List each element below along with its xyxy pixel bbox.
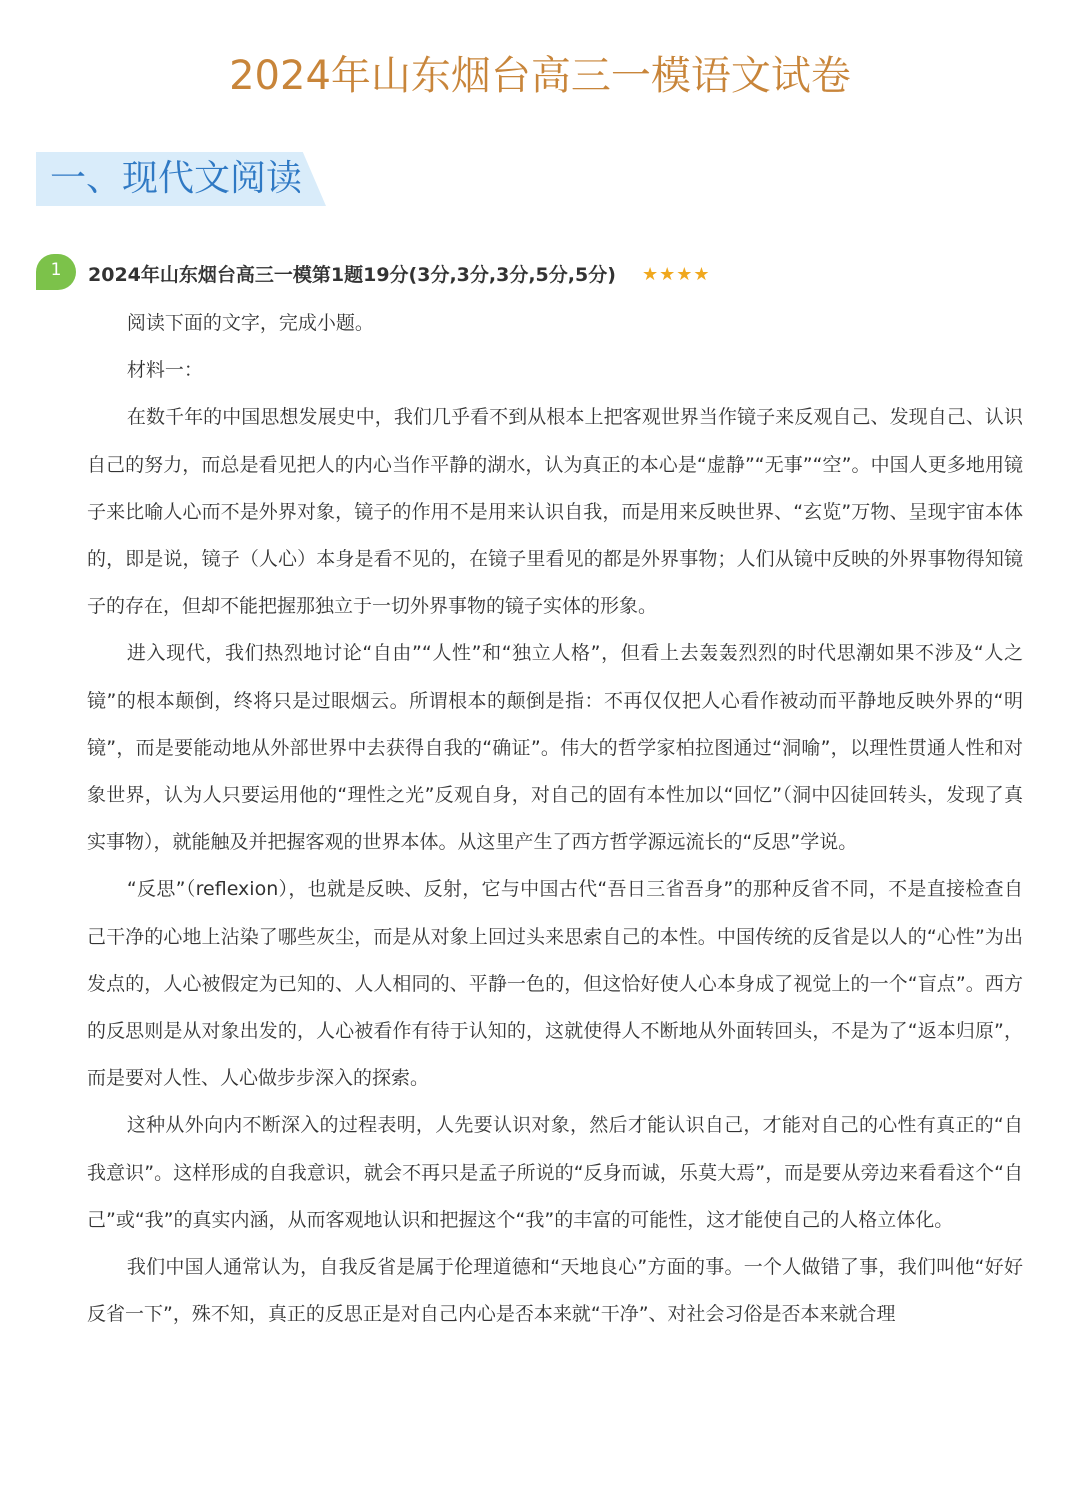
passage-paragraph: 进入现代，我们热烈地讨论“自由”“人性”和“独立人格”，但看上去轰轰烈烈的时代思潮如果不涉及“人之镜”的根本颠倒，终将只是过眼烟云。所谓根本的颠倒是指：不再仅仅把人心看作被动而平静地反映外界的“明镜”，而是要能动地从外部世界中去获得自我的“确证”。伟大的哲学家柏拉图通过“洞喻”，以理性贯通人性和对象世界，认为人只要运用他的“理性之光”反观自身，对自己的固有本性加以“回忆”（洞中囚徒回转头，发现了真实事物），就能触及并把握客观的世界本体。从这里产生了西方哲学源远流长的“反思”学说。 — [87, 642, 1023, 854]
passage-paragraph: “反思”（reflexion），也就是反映、反射，它与中国古代“吾日三省吾身”的那种反省不同，不是直接检查自己干净的心地上沾染了哪些灰尘，而是从对象上回过头来思索自己的本性。中国传统的反省是以人的“心性”为出发点的，人心被假定为已知的、人人相同的、平静一色的，但这恰好使人心本身成了视觉上的一个“盲点”。西方的反思则是从对象出发的，人心被看作有待于认知的，这就使得人不断地从外面转回头，不是为了“返本归原”，而是要对人性、人心做步步深入的探索。 — [87, 878, 1023, 1090]
passage-paragraph: 这种从外向内不断深入的过程表明，人先要认识对象，然后才能认识自己，才能对自己的心性有真正的“自我意识”。这样形成的自我意识，就会不再只是孟子所说的“反身而诚，乐莫大焉”，而是要从旁边来看看这个“自己”或“我”的真实内涵，从而客观地认识和把握这个“我”的丰富的可能性，这才能使自己的人格立体化。 — [87, 1114, 1023, 1231]
material-label: 材料一： — [126, 359, 203, 382]
question-heading: 2024年山东烟台高三一模第1题19分(3分,3分,3分,5分,5分) — [88, 264, 616, 286]
page-title: 2024年山东烟台高三一模语文试卷 — [229, 53, 851, 99]
instruction-paragraph: 阅读下面的文字，完成小题。 — [126, 312, 374, 334]
question-number: 1 — [50, 260, 62, 280]
section-title: 一、现代文阅读 — [50, 158, 303, 199]
question-number-badge — [36, 254, 76, 290]
difficulty-stars: ★★★★ — [642, 264, 711, 285]
passage-paragraph: 我们中国人通常认为，自我反省是属于伦理道德和“天地良心”方面的事。一个人做错了事，我们叫他“好好反省一下”，殊不知，真正的反思正是对自己内心是否本来就“干净”、对社会习俗是否本来就合理 — [87, 1256, 1023, 1326]
reading-passage — [87, 300, 1023, 1338]
passage-paragraph: 在数千年的中国思想发展史中，我们几乎看不到从根本上把客观世界当作镜子来反观自己、发现自己、认识自己的努力，而总是看见把人的内心当作平静的湖水，认为真正的本心是“虚静”“无事”“空”。中国人更多地用镜子来比喻人心而不是外界对象，镜子的作用不是用来认识自我，而是用来反映世界、“玄览”万物、呈现宇宙本体的，即是说，镜子（人心）本身是看不见的，在镜子里看见的都是外界事物；人们从镜中反映的外界事物得知镜子的存在，但却不能把握那独立于一切外界事物的镜子实体的形象。 — [87, 406, 1023, 618]
